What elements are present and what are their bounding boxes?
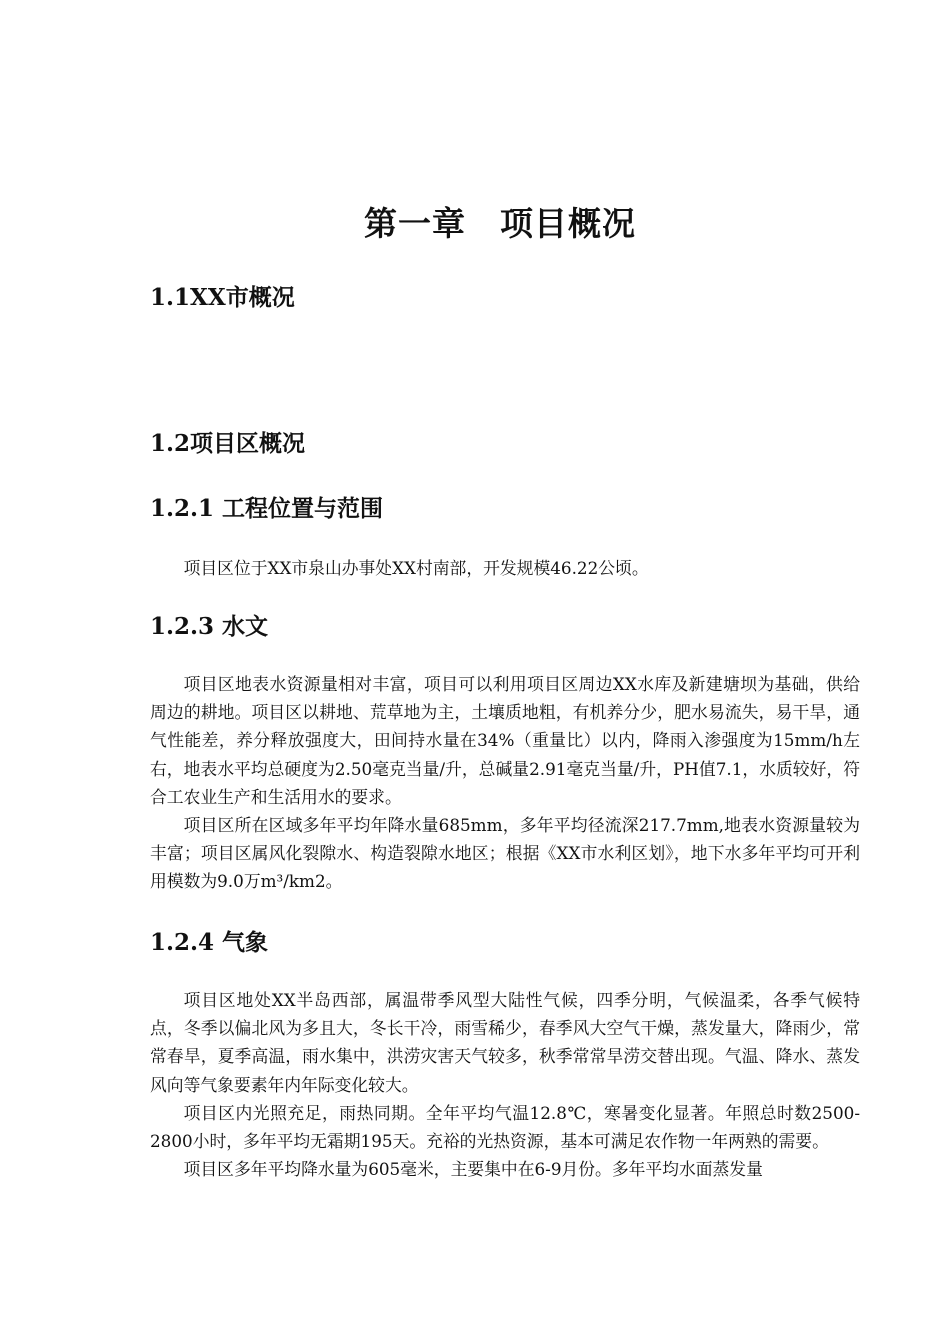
chapter-title: 第一章 项目概况 [364, 204, 636, 243]
paragraph: 项目区内光照充足，雨热同期。全年平均气温12.8℃，寒暑变化显著。年照总时数2500-2800小时，多年平均无霜期195天。充裕的光热资源，基本可满足农作物一年两熟的需要。 [150, 1102, 860, 1152]
section-heading-1-2-3: 1.2.3 水文 [150, 613, 269, 640]
section-body-1-2-1 [150, 554, 860, 582]
section-heading-1-1: 1.1XX市概况 [150, 284, 295, 311]
section-heading-1-2-4: 1.2.4 气象 [150, 929, 269, 956]
section-heading-1-2-1: 1.2.1 工程位置与范围 [150, 495, 384, 522]
section-heading-1-2: 1.2项目区概况 [150, 430, 306, 457]
paragraph: 项目区位于XX市泉山办事处XX村南部，开发规模46.22公顷。 [183, 558, 649, 578]
paragraph: 项目区地处XX半岛西部，属温带季风型大陆性气候，四季分明，气候温柔，各季气候特点，冬季以偏北风为多且大，冬长干冷，雨雪稀少，春季风大空气干燥，蒸发量大，降雨少，常常春旱，夏季高温，雨水集中，洪涝灾害天气较多，秋季常常旱涝交替出现。气温、降水、蒸发风向等气象要素年内年际变化较大。 [150, 990, 860, 1095]
paragraph: 项目区多年平均降水量为605毫米，主要集中在6-9月份。多年平均水面蒸发量 [183, 1159, 763, 1180]
section-body-1-2-4 [150, 986, 860, 1183]
paragraph: 项目区地表水资源量相对丰富，项目可以利用项目区周边XX水库及新建塘坝为基础，供给周边的耕地。项目区以耕地、荒草地为主，土壤质地粗，有机养分少，肥水易流失，易干旱，通气性能差，养分释放强度大，田间持水量在34%（重量比）以内，降雨入渗强度为15mm/h左右，地表水平均总硬度为2.50毫克当量/升，总碱量2.91毫克当量/升，PH值7.1，水质较好，符合工农业生产和生活用水的要求。 [150, 674, 860, 807]
paragraph: 项目区所在区域多年平均年降水量685mm，多年平均径流深217.7mm,地表水资源量较为丰富；项目区属风化裂隙水、构造裂隙水地区；根据《XX市水利区划》，地下水多年平均可开利用模数为9.0万m³/km2。 [150, 815, 860, 892]
section-body-1-2-3 [150, 670, 860, 896]
